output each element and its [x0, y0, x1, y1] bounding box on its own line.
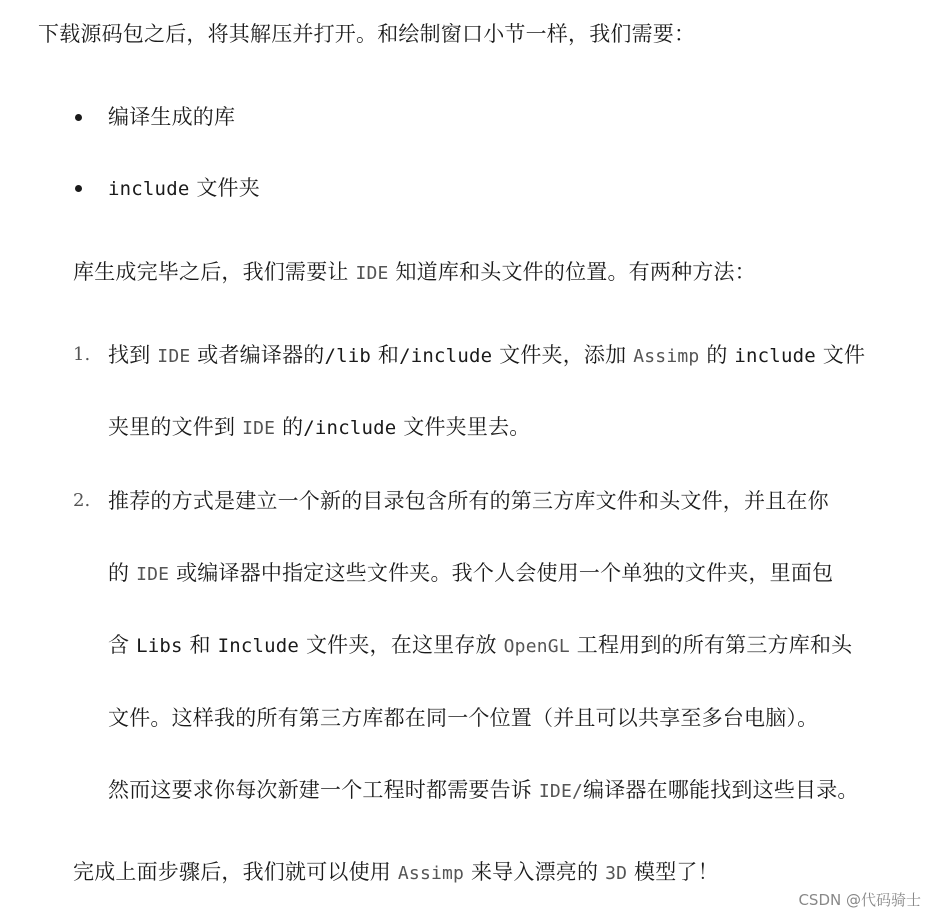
- text: 和: [182, 633, 218, 657]
- intro-text: 下载源码包之后，将其解压并打开。和绘制窗口小节一样，我们需要：: [38, 22, 696, 46]
- inline-code: IDE: [242, 418, 276, 439]
- intro-paragraph: [38, 19, 695, 49]
- closing-paragraph: [73, 857, 719, 889]
- inline-code: Libs: [136, 635, 183, 657]
- inline-code: IDE: [355, 263, 389, 284]
- list-number: 2.: [73, 490, 91, 511]
- text: 的: [108, 561, 137, 585]
- method1-line2: [108, 412, 530, 444]
- bullet-dot: [75, 185, 82, 192]
- text: 文件。这样我的所有第三方库都在同一个位置（并且可以共享至多台电脑）。: [108, 706, 819, 730]
- text: 文件: [815, 343, 866, 367]
- inline-code: Assimp: [397, 863, 465, 884]
- text: 推荐的方式是建立一个新的目录包含所有的第三方库文件和头文件，并且在你: [108, 489, 829, 513]
- text: 找到: [108, 343, 158, 367]
- bullet-item-libraries: [108, 102, 235, 132]
- text: 文件夹里去。: [396, 415, 531, 439]
- text: 或者编译器的: [190, 343, 325, 367]
- text: 知道库和头文件的位置。有两种方法：: [388, 260, 756, 284]
- method2-line1: [108, 486, 829, 516]
- text: 库生成完毕之后，我们需要让: [73, 260, 356, 284]
- bullet-text: 编译生成的库: [108, 105, 236, 129]
- method2-line5: [108, 775, 859, 807]
- inline-code: include: [108, 178, 190, 200]
- text: 文件夹，添加: [492, 343, 634, 367]
- inline-code: IDE: [157, 346, 191, 367]
- text: 然而这要求你每次新建一个工程时都需要告诉: [108, 778, 539, 802]
- text: 含: [108, 633, 137, 657]
- text: 来导入漂亮的: [464, 860, 606, 884]
- text: 夹里的文件到: [108, 415, 243, 439]
- text: 完成上面步骤后，我们就可以使用: [73, 860, 398, 884]
- csdn-watermark: CSDN @代码骑士: [798, 891, 921, 909]
- inline-code: include: [734, 345, 816, 367]
- method1-line1: [108, 340, 865, 372]
- text: 编译器在哪能找到这些目录。: [583, 778, 859, 802]
- inline-code: Include: [217, 635, 300, 657]
- after-build-paragraph: [73, 257, 756, 289]
- text: 的: [699, 343, 735, 367]
- inline-code: /lib: [324, 345, 372, 367]
- inline-code: IDE: [136, 564, 170, 585]
- text: 模型了！: [627, 860, 719, 884]
- text: 文件夹，在这里存放: [299, 633, 504, 657]
- inline-code: IDE/: [538, 781, 584, 802]
- text: 的: [275, 415, 304, 439]
- method2-line4: [108, 703, 818, 733]
- method2-line3: [108, 630, 852, 662]
- text: 和: [371, 343, 400, 367]
- list-number: 1.: [73, 344, 91, 365]
- bullet-dot: [75, 114, 82, 121]
- bullet-item-include: [108, 173, 260, 204]
- inline-code: /include: [303, 417, 397, 439]
- inline-code: OpenGL: [503, 636, 570, 657]
- text: 工程用到的所有第三方库和头: [569, 633, 853, 657]
- method2-line2: [108, 558, 833, 590]
- inline-code: Assimp: [633, 346, 700, 367]
- inline-code: 3D: [605, 863, 628, 884]
- bullet-text: 文件夹: [189, 176, 260, 200]
- text: 或编译器中指定这些文件夹。我个人会使用一个单独的文件夹，里面包: [169, 561, 834, 585]
- inline-code: /include: [399, 345, 493, 367]
